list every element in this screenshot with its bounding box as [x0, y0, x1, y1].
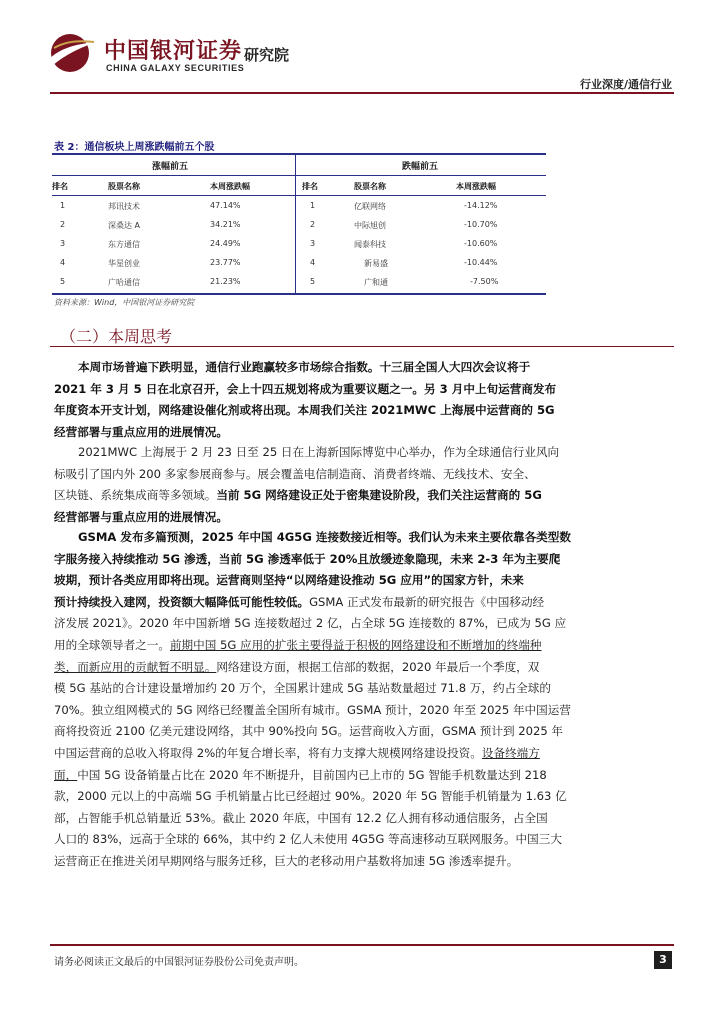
text-span-underline: 设备终端方 [481, 745, 540, 760]
cell-stock: 闻泰科技 [354, 240, 386, 249]
text-line: 模 5G 基站的合计建设量增加约 20 万个，全国累计建成 5G 基站数量超过 71.8 万，约占全球的 [54, 681, 551, 696]
cell-stock: 亿联网络 [354, 202, 386, 211]
page-number: 3 [654, 951, 672, 969]
cell-stock: 中际旭创 [354, 221, 386, 230]
text-span: GSMA 正式发布最新的研究报告《中国移动经 [309, 594, 545, 609]
text-line: 年度资本开支计划，网络建设催化剂或将出现。本周我们关注 2021MWC 上海展中运营商的 5G [54, 403, 555, 418]
cell-stock: 邦讯技术 [108, 202, 140, 211]
col-header-rank: 排名 [302, 182, 318, 191]
paragraph-gsma [54, 527, 672, 873]
report-category: 行业深度/通信行业 [579, 78, 672, 91]
table-row [52, 216, 546, 235]
text-line: 经营部署与重点应用的进展情况。 [54, 424, 228, 439]
text-span-underline: 面， [54, 767, 78, 782]
table-source: 资料来源：Wind，中国银河证券研究院 [54, 298, 195, 307]
cell-rank: 2 [60, 220, 66, 229]
cell-change: 34.21% [210, 220, 241, 229]
text-line: 部，占智能手机总销量近 53%。截止 2020 年底，中国有 12.2 亿人拥有移动通信服务，占全国 [54, 810, 548, 825]
text-line: 70%。独立组网模式的 5G 网络已经覆盖全国所有城市。GSMA 预计，2020 年至 2025 年中国运营 [54, 702, 571, 717]
text-span: 区块链、系统集成商等多领域。 [54, 488, 217, 503]
text-span: 用的全球领导者之一。 [54, 637, 170, 652]
text-line: 运营商正在推进关闭早期网络与服务迁移，巨大的老移动用户基数将加速 5G 渗透率提升。 [54, 853, 519, 868]
cell-rank: 5 [310, 277, 316, 286]
text-line: 经营部署与重点应用的进展情况。 [54, 509, 228, 524]
text-span: 中国 5G 设备销量占比在 2020 年不断提升，目前国内已上市的 5G 智能手机数量达到 218 [77, 767, 547, 782]
institute-label: 研究院 [244, 46, 290, 64]
section-title: （二）本周思考 [60, 327, 173, 346]
section-divider [50, 346, 674, 347]
table-row [52, 197, 546, 216]
text-span: 中国运营商的总收入将取得 2%的年复合增长率，将有力支撑大规模网络建设投资。 [54, 745, 482, 760]
cell-stock: 广和通 [364, 278, 388, 287]
text-line: 字服务接入持续推动 5G 渗透，当前 5G 渗透率低于 20%且放缓迹象隐现，未来 2-3 年为主要爬 [54, 551, 561, 566]
cell-rank: 3 [310, 239, 316, 248]
cell-rank: 1 [310, 201, 316, 210]
paragraph-mwc [54, 442, 672, 528]
brand-name-en: CHINA GALAXY SECURITIES [106, 63, 245, 73]
text-line: 标吸引了国内外 200 多家参展商参与。展会覆盖电信制造商、消费者终端、无线技术、安全、 [54, 466, 536, 481]
text-line: 济发展 2021》。2020 年中国新增 5G 连接数超过 2 亿，占全球 5G 连接数的 87%，已成为 5G 应 [54, 616, 567, 631]
col-header-name: 股票名称 [108, 182, 140, 191]
cell-change: 24.49% [210, 239, 241, 248]
col-header-change: 本周涨跌幅 [456, 182, 496, 191]
cell-rank: 1 [60, 201, 66, 210]
group-header-up: 涨幅前五 [152, 162, 189, 172]
cell-change: -7.50% [470, 277, 499, 286]
text-line: 款，2000 元以上的中高端 5G 手机销量占比已经超过 90%。2020 年 5G 智能手机销量为 1.63 亿 [54, 789, 567, 804]
cell-change: -10.60% [464, 239, 498, 248]
cell-change: -14.12% [464, 201, 498, 210]
table-title: 表 2：通信板块上周涨跌幅前五个股 [54, 142, 215, 153]
cell-stock: 广哈通信 [108, 278, 140, 287]
table-row [52, 235, 546, 254]
cell-stock: 华星创业 [108, 259, 140, 268]
group-header-down: 跌幅前五 [402, 162, 439, 172]
text-line: 人口的 83%，远高于全球的 66%，其中约 2 亿人未使用 4G5G 等高速移动互联网服务。中国三大 [54, 832, 562, 847]
text-line: 2021 年 3 月 5 日在北京召开，会上十四五规划将成为重要议题之一。另 3 月中上旬运营商发布 [54, 381, 557, 396]
cell-stock: 新易盛 [364, 259, 388, 268]
text-line: 2021MWC 上海展于 2 月 23 日至 25 日在上海新国际博览中心举办，作为全球通信行业风向 [78, 445, 560, 459]
cell-rank: 2 [310, 220, 316, 229]
table-rule-header [52, 195, 546, 196]
header-divider [50, 92, 674, 94]
paragraph-market-summary [54, 357, 672, 443]
col-header-name: 股票名称 [354, 182, 386, 191]
text-line: 本周市场普遍下跌明显，通信行业跑赢较多市场综合指数。十三届全国人大四次会议将于 [78, 360, 531, 374]
text-span-bold: 预计持续投入建网，投资额大幅降低可能性较低。 [54, 594, 310, 609]
table-rule-group [52, 175, 546, 176]
cell-stock: 东方通信 [108, 240, 140, 249]
table-rule-bottom [52, 293, 546, 295]
footer-divider [50, 944, 674, 946]
text-span-underline: 前期中国 5G 应用的扩张主要得益于积极的网络建设和不断增加的终端种 [169, 637, 542, 652]
text-line: GSMA 发布多篇预测，2025 年中国 4G5G 连接数接近相等。我们认为未来主要依靠各类型数 [78, 530, 571, 544]
cell-change: -10.70% [464, 220, 498, 229]
table-row [52, 273, 546, 292]
text-line: 坡期，预计各类应用即将出现。运营商则坚持“以网络建设推动 5G 应用”的国家方针，未来 [54, 573, 524, 588]
brand-name-cn: 中国银河证券 [104, 39, 243, 64]
cell-rank: 3 [60, 239, 66, 248]
table-row [52, 254, 546, 273]
cell-rank: 4 [310, 258, 316, 267]
cell-change: 47.14% [210, 201, 241, 210]
text-line: 商将投资近 2100 亿美元建设网络，其中 90%投向 5G。运营商收入方面，GSMA 预计到 2025 年 [54, 724, 564, 739]
text-span-underline: 类，而新应用的贡献暂不明显。 [54, 659, 217, 674]
table-rule-top [52, 153, 546, 155]
footer-disclaimer: 请务必阅读正文最后的中国银河证券股份公司免责声明。 [54, 957, 304, 968]
cell-stock: 深桑达 A [108, 221, 141, 230]
cell-change: 21.23% [210, 277, 241, 286]
cell-rank: 4 [60, 258, 66, 267]
cell-change: -10.44% [464, 258, 498, 267]
col-header-rank: 排名 [52, 182, 68, 191]
text-span-bold: 当前 5G 网络建设正处于密集建设阶段，我们关注运营商的 5G [216, 488, 542, 503]
galaxy-logo-icon [46, 30, 98, 76]
cell-rank: 5 [60, 277, 66, 286]
text-span: 网络建设方面，根据工信部的数据，2020 年最后一个季度，双 [216, 659, 540, 674]
col-header-change: 本周涨跌幅 [210, 182, 250, 191]
cell-change: 23.77% [210, 258, 241, 267]
